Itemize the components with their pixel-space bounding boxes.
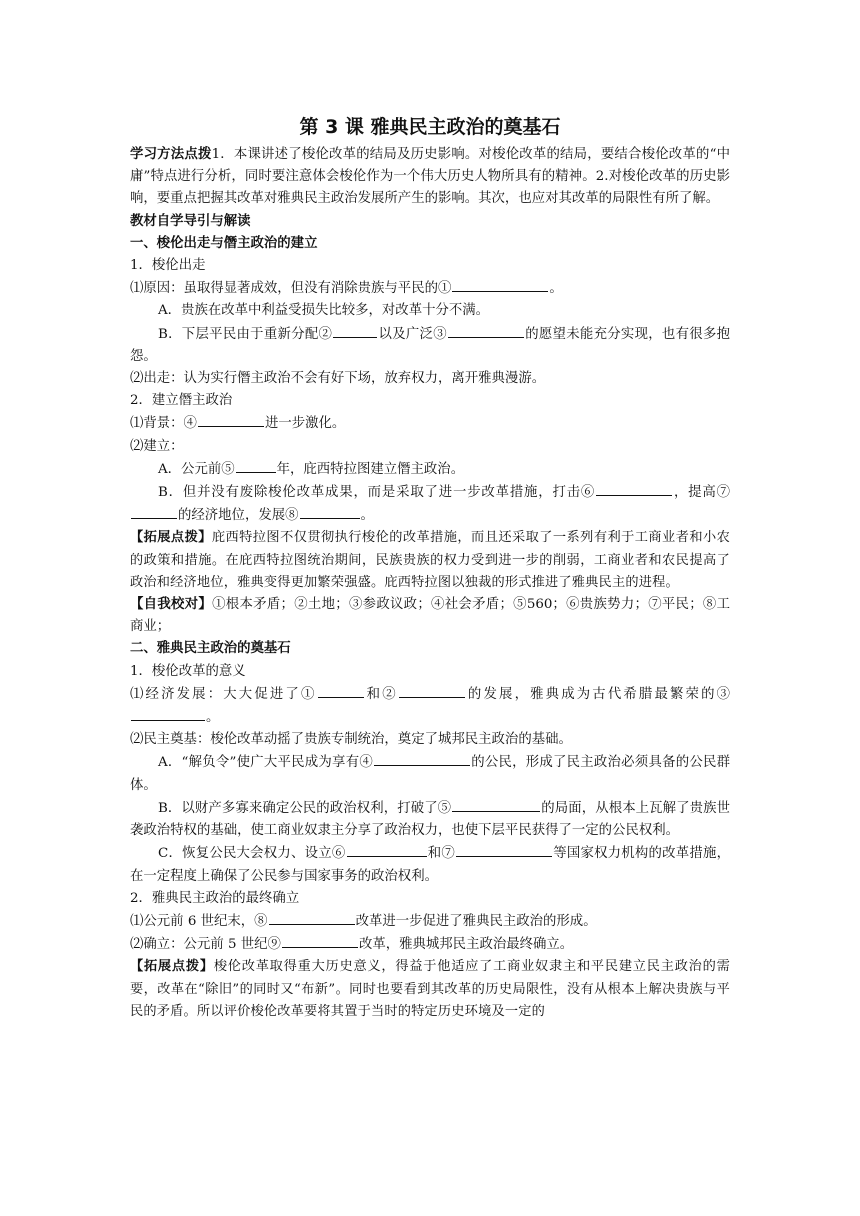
text-segment: B．以财产多寡来确定公民的政治权利，打破了⑤ [158, 800, 452, 816]
method-paragraph [130, 144, 730, 211]
s1-itemA: A．贵族在改革中利益受损失比较多，对改革十分不满。 [158, 303, 490, 319]
self-check-text: ①根本矛盾；②土地；③参政议政；④社会矛盾；⑤560；⑥贵族势力；⑦平民；⑧工商业； [130, 597, 730, 635]
extension-text: 庇西特拉图不仅贯彻执行梭伦的改革措施，而且还采取了一系列有利于工商业者和小农的政策和措施。在庇西特拉图统治期间，民族贵族的权力受到进一步的削弱，工商业者和农民提高了政治和经济地位，雅典变得更加繁荣强盛。庇西特拉图以独裁的形式推进了雅典民主的进程。 [130, 530, 730, 590]
blank-s2-6[interactable] [347, 842, 427, 857]
self-check-label: 【自我校对】 [130, 597, 213, 613]
lesson-title: 第 3 课 雅典民主政治的奠基石 [299, 116, 561, 138]
method-label: 学习方法点拨 [130, 147, 212, 162]
text-segment: C．恢复公民大会权力、设立⑥ [158, 846, 346, 862]
text-segment: 改革，雅典城邦民主政治最终确立。 [358, 937, 574, 953]
s1-self-check [130, 594, 730, 638]
blank-s2-8[interactable] [269, 910, 355, 925]
method-text: 1．本课讲述了梭伦改革的结局及历史影响。对梭伦改革的结局，要结合梭伦改革的“中庸”特点进行分析，同时要注意体会梭伦作为一个伟大历史人物所具有的精神。2.对梭伦改革的历史影响，要重点把握其改革对雅典民主政治发展所产生的影响。其次，也应对其改革的局限性有所了解。 [130, 147, 731, 207]
blank-7[interactable] [131, 504, 177, 519]
text-segment: 。 [549, 281, 563, 297]
s2-final1 [130, 910, 730, 933]
text-segment: ⑴公元前 6 世纪末，⑧ [130, 913, 268, 929]
blank-5[interactable] [236, 458, 276, 473]
text-segment: 年，庇西特拉图建立僭主政治。 [276, 461, 465, 477]
s2-final2 [130, 933, 730, 956]
s1-establishB [130, 481, 730, 527]
text-segment: 进一步激化。 [264, 416, 346, 432]
s1-sub1: 1．梭伦出走 [130, 258, 206, 274]
extension-text: 梭伦改革取得重大历史意义，得益于他适应了工商业奴隶主和平民建立民主政治的需要，改革在“除旧”的同时又“布新”。同时也要看到其改革的历史局限性，没有从根本上解决贵族与平民的矛盾。所以评价梭伦改革要将其置于当时的特定历史环境及一定的 [130, 959, 730, 1019]
text-segment: ⑴背景：④ [130, 416, 197, 432]
text-segment: ⑴原因：虽取得显著成效，但没有消除贵族与平民的① [130, 281, 452, 297]
s2-economy [130, 683, 730, 729]
blank-1[interactable] [452, 277, 548, 292]
blank-6[interactable] [596, 481, 672, 496]
text-segment: 和② [364, 686, 398, 702]
text-segment: 。 [360, 508, 374, 524]
extension-label: 【拓展点拨】 [130, 530, 212, 546]
text-segment: B．下层平民由于重新分配② [158, 326, 333, 342]
s1-establishA [130, 458, 730, 481]
s1-sub2: 2．建立僭主政治 [130, 393, 233, 409]
text-segment: A．公元前⑤ [158, 461, 235, 477]
s1-establish: ⑵建立： [130, 438, 184, 454]
text-segment: 的公民，形成了民主政治必须具备的公民群体。 [130, 755, 730, 793]
extension-label: 【拓展点拨】 [130, 959, 214, 975]
text-segment: ，提高⑦ [673, 485, 731, 501]
s2-itemA [130, 751, 730, 796]
text-segment: ⑴经济发展：大大促进了① [130, 686, 317, 702]
text-segment: 和⑦ [427, 846, 455, 862]
s1-reason [130, 277, 730, 300]
blank-s2-7[interactable] [456, 842, 552, 857]
s1-itemB [130, 323, 730, 368]
blank-s2-5[interactable] [452, 797, 540, 812]
s2-sub2: 2．雅典民主政治的最终确立 [130, 890, 300, 906]
s1-background [130, 412, 730, 435]
text-segment: 等国家权力机构的改革措施，在一定程度上确保了公民参与国家事务的政治权利。 [130, 846, 731, 884]
s2-democracy: ⑵民主奠基：梭伦改革动摇了贵族专制统治，奠定了城邦民主政治的基础。 [130, 732, 572, 748]
document-page [130, 112, 730, 1023]
section2-heading: 二、雅典民主政治的奠基石 [130, 641, 291, 657]
blank-8[interactable] [300, 504, 360, 519]
blank-3[interactable] [448, 323, 524, 338]
blank-2[interactable] [333, 323, 377, 338]
text-segment: 的发展，雅典成为古代希腊最繁荣的③ [465, 686, 731, 702]
text-segment: 的愿望未能充分实现，也有很多抱怨。 [130, 326, 731, 364]
blank-s2-3[interactable] [131, 706, 205, 721]
text-segment: 的局面，从根本上瓦解了贵族世袭政治特权的基础，使工商业奴隶主分享了政治权力，也使下层平民获得了一定的公民权利。 [130, 800, 730, 839]
blank-s2-9[interactable] [282, 933, 358, 948]
s1-leave: ⑵出走：认为实行僭主政治不会有好下场，放弃权力，离开雅典漫游。 [130, 371, 546, 387]
text-segment: 的经济地位，发展⑧ [178, 508, 299, 524]
guide-heading: 教材自学导引与解读 [130, 213, 251, 229]
blank-s2-2[interactable] [399, 683, 465, 698]
s2-itemB [130, 797, 730, 842]
text-segment: 以及广泛③ [378, 326, 447, 342]
blank-s2-1[interactable] [318, 683, 364, 698]
s2-itemC [130, 842, 730, 887]
text-segment: B．但并没有废除梭伦改革成果，而是采取了进一步改革措施，打击⑥ [158, 485, 596, 501]
s1-extension [130, 527, 730, 594]
text-segment: ⑵确立：公元前 5 世纪⑨ [130, 937, 281, 953]
s2-sub1: 1．梭伦改革的意义 [130, 663, 246, 679]
blank-s2-4[interactable] [374, 751, 470, 766]
text-segment: 改革进一步促进了雅典民主政治的形成。 [355, 913, 597, 929]
text-segment: A．“解负令”使广大平民成为享有④ [158, 755, 373, 771]
blank-4[interactable] [198, 412, 264, 427]
section1-heading: 一、梭伦出走与僭主政治的建立 [130, 235, 318, 251]
text-segment: 。 [206, 710, 220, 726]
s2-extension [130, 956, 730, 1023]
